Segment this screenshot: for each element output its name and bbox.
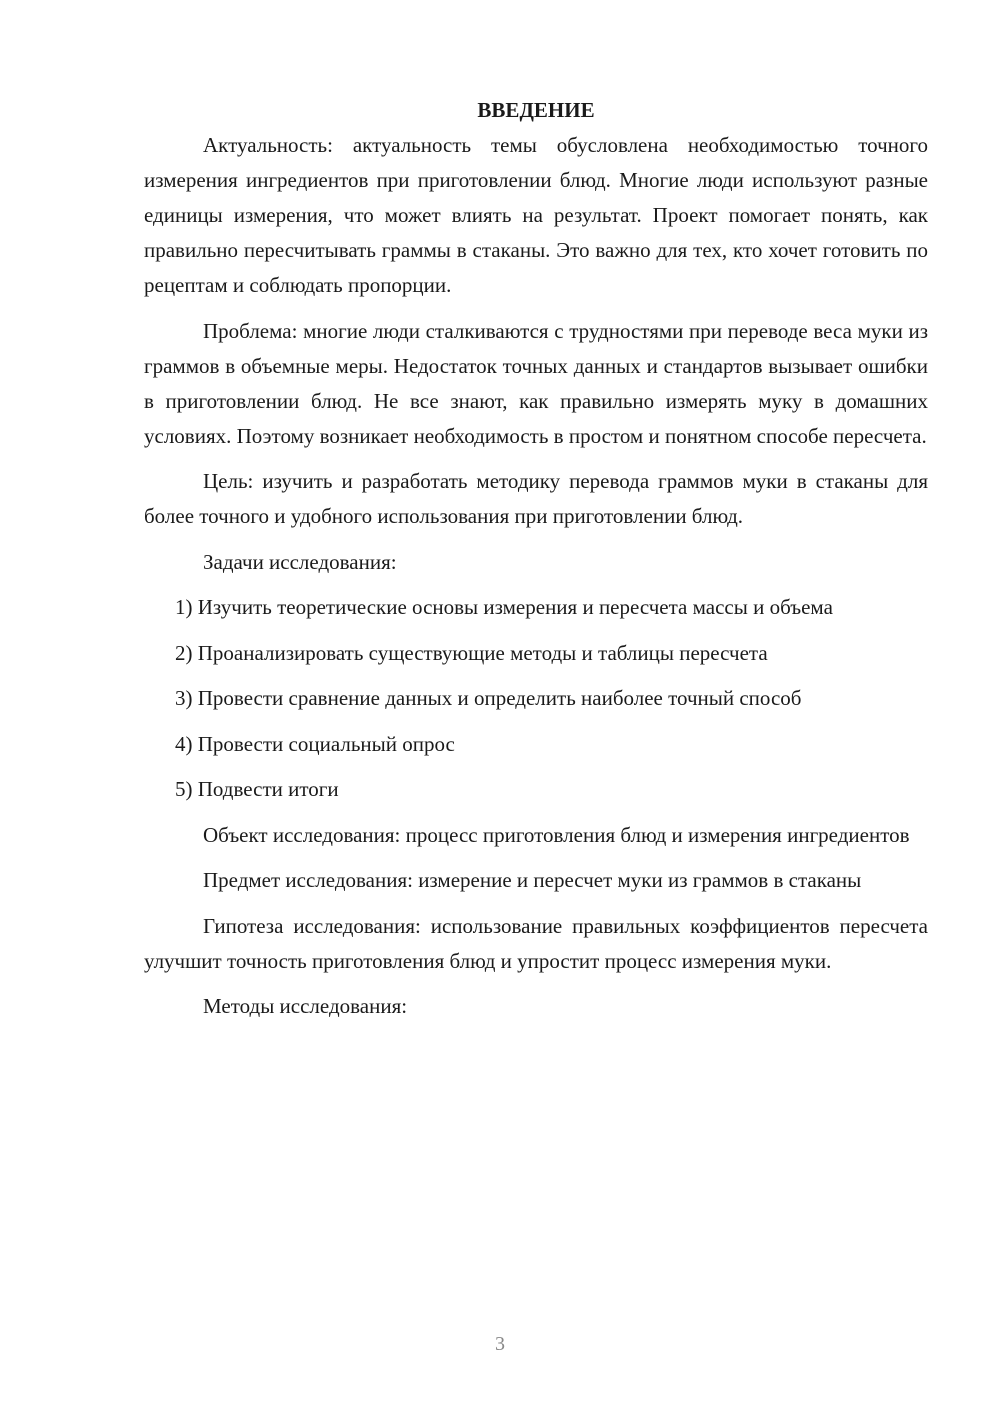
paragraph-problem: Проблема: многие люди сталкиваются с трудностями при переводе веса муки из граммов в объемные меры. Недостаток точных данных и стандартов вызывает ошибки в приготовлении блюд. Не все знают, как правильно измерять муку в домашних условиях. Поэтому возникает необходимость в простом и понятном способе пересчета.	[144, 318, 928, 448]
paragraph-relevance: Актуальность: актуальность темы обусловлена необходимостью точного измерения ингредиентов при приготовлении блюд. Многие люди используют разные единицы измерения, что может влиять на результат. Проект помогает понять, как правильно пересчитывать граммы в стаканы. Это важно для тех, кто хочет готовить по рецептам и соблюдать пропорции.	[144, 133, 928, 297]
paragraph-goal: Цель: изучить и разработать методику перевода граммов муки в стаканы для более точного и удобного использования при приготовлении блюд.	[144, 469, 928, 528]
task-item-1: 1) Изучить теоретические основы измерения и пересчета массы и объема	[175, 595, 833, 619]
paragraph-object: Объект исследования: процесс приготовления блюд и измерения ингредиентов	[203, 822, 910, 847]
page-number: 3	[495, 1333, 505, 1355]
task-item-3: 3) Провести сравнение данных и определить наиболее точный способ	[175, 686, 802, 710]
paragraph-subject: Предмет исследования: измерение и пересчет муки из граммов в стаканы	[203, 868, 862, 892]
document-page	[144, 93, 928, 1035]
task-item-2: 2) Проанализировать существующие методы и таблицы пересчета	[175, 640, 768, 665]
section-title: ВВЕДЕНИЕ	[477, 98, 595, 122]
task-item-5: 5) Подвести итоги	[175, 777, 339, 801]
paragraph-tasks-heading: Задачи исследования:	[203, 549, 397, 574]
paragraph-hypothesis: Гипотеза исследования: использование правильных коэффициентов пересчета улучшит точность приготовления блюд и упростит процесс измерения муки.	[144, 913, 928, 973]
paragraph-methods: Методы исследования:	[203, 994, 408, 1018]
task-item-4: 4) Провести социальный опрос	[175, 731, 455, 756]
